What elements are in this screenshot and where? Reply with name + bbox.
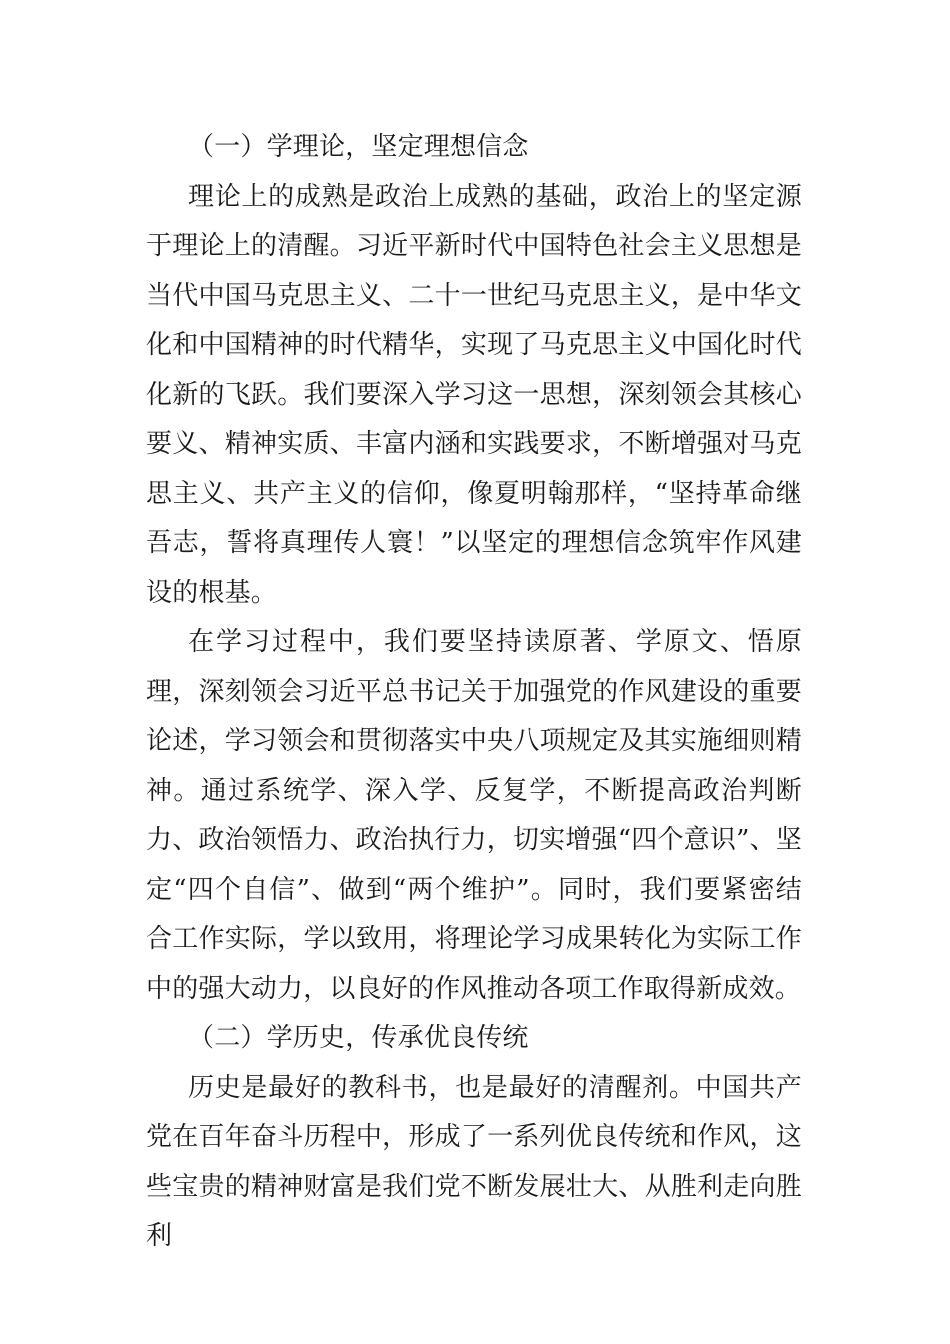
paragraph-3: 历史是最好的教科书，也是最好的清醒剂。中国共产党在百年奋斗历程中，形成了一系列优良传统和作风，这些宝贵的精神财富是我们党不断发展壮大、从胜利走向胜利 bbox=[146, 1072, 802, 1251]
section-heading-2: （二）学历史，传承优良传统 bbox=[188, 1023, 529, 1053]
document-body bbox=[146, 123, 802, 1262]
paragraph-2: 在学习过程中，我们要坚持读原著、学原文、悟原理，深刻领会习近平总书记关于加强党的作风建设的重要论述，学习领会和贯彻落实中央八项规定及其实施细则精神。通过系统学、深入学、反复学，不断提高政治判断力、政治领悟力、政治执行力，切实增强“四个意识”、坚定“四个自信”、做到“两个维护”。同时，我们要紧密结合工作实际，学以致用，将理论学习成果转化为实际工作中的强大动力，以良好的作风推动各项工作取得新成效。 bbox=[146, 627, 802, 1004]
section-heading-1: （一）学理论，坚定理想信念 bbox=[188, 132, 529, 162]
paragraph-1: 理论上的成熟是政治上成熟的基础，政治上的坚定源于理论上的清醒。习近平新时代中国特色社会主义思想是当代中国马克思主义、二十一世纪马克思主义，是中华文化和中国精神的时代精华，实现了马克思主义中国化时代化新的飞跃。我们要深入学习这一思想，深刻领会其核心要义、精神实质、丰富内涵和实践要求，不断增强对马克思主义、共产主义的信仰，像夏明翰那样，“坚持革命继吾志，誓将真理传人寰！”以坚定的理想信念筑牢作风建设的根基。 bbox=[146, 181, 802, 608]
